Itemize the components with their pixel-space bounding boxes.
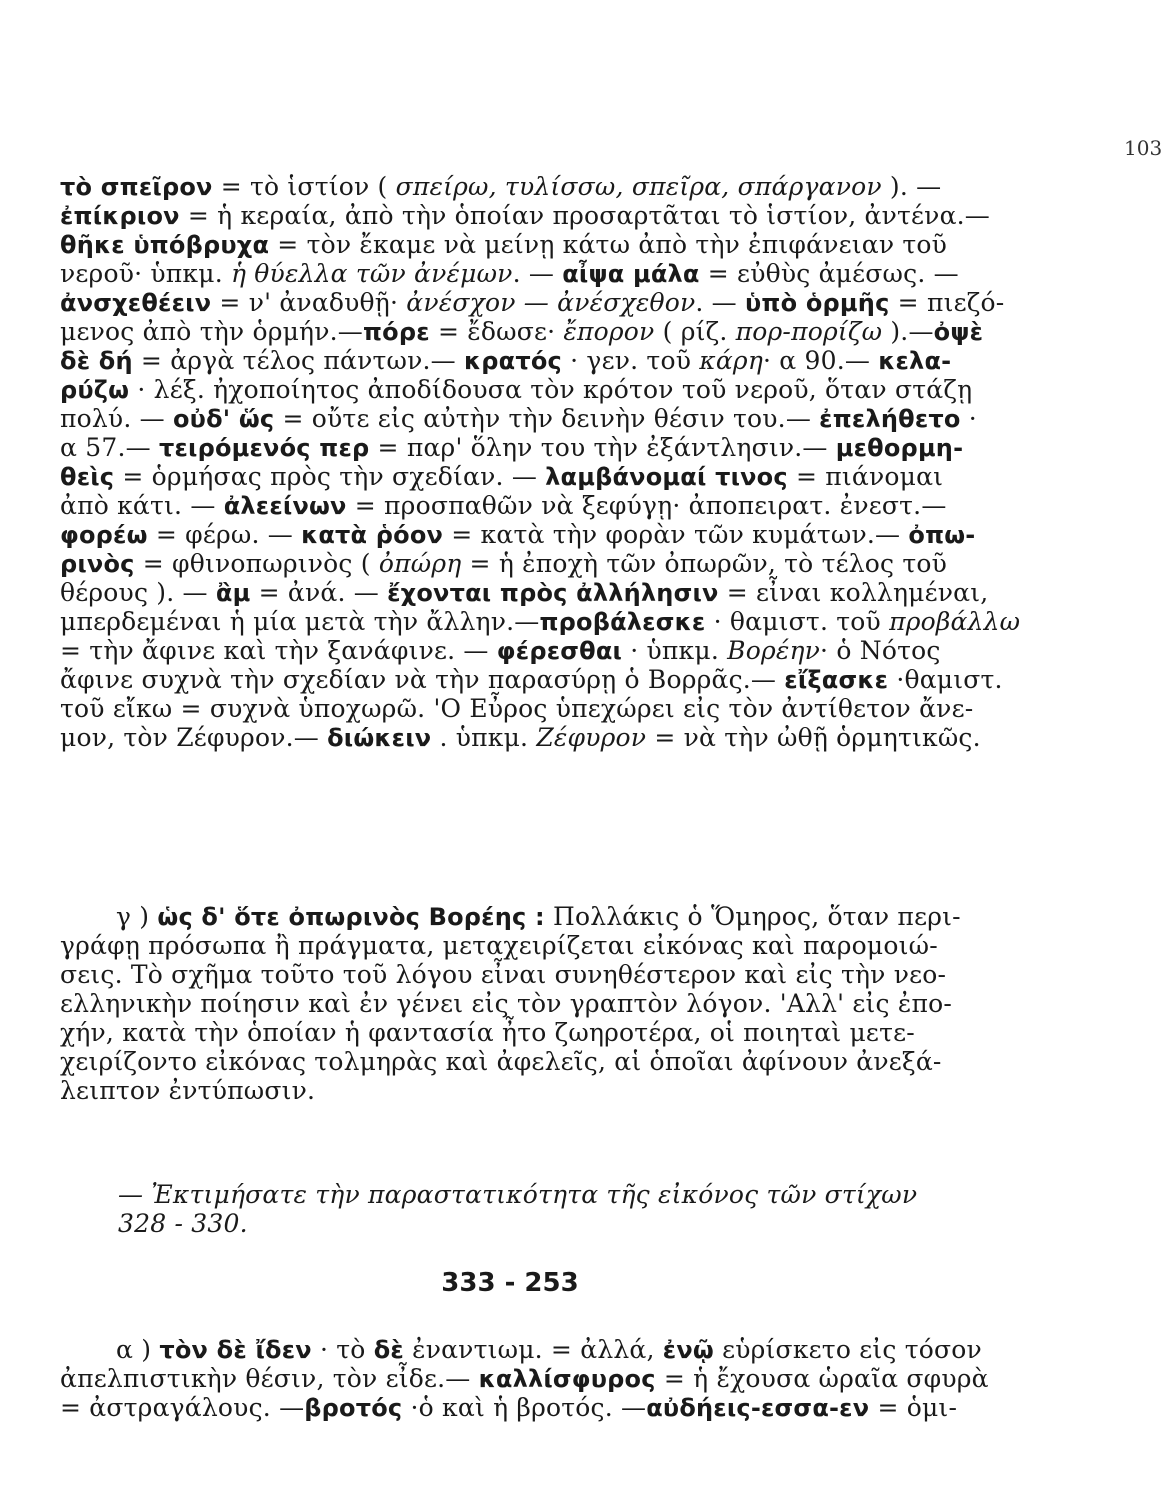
- headword: δὲ δή: [60, 347, 133, 375]
- text-line: [60, 201, 991, 230]
- text-run: = ἔδωσε·: [429, 317, 564, 346]
- text-run: = ἀνά. —: [250, 578, 388, 607]
- glossary-paragraph-a: [60, 1335, 989, 1422]
- headword: αἶψα μάλα: [562, 260, 700, 288]
- text-line: [60, 960, 975, 989]
- text-run: · θαμιστ. τοῦ: [705, 607, 890, 636]
- text-run: ἐναντιωμ. = ἀλλά,: [403, 1335, 663, 1364]
- headword: τὸν δὲ ἴδεν: [159, 1336, 312, 1364]
- italic-term: κάρη: [699, 346, 764, 375]
- text-run: = πιεζό-: [889, 288, 1005, 317]
- headword: φέρεσθαι: [496, 637, 623, 665]
- text-run: τοῦ εἴκω = συχνὰ ὑποχωρῶ. 'Ο Εὖρος ὑπεχώρει εἰς τὸν ἀντίθετον ἄνε-: [60, 694, 974, 723]
- headword: αὐδήεις-εσσα-εν: [646, 1394, 870, 1422]
- text-line: [60, 694, 975, 723]
- text-run: = νὰ τὴν ὠθῇ ὁρμητικῶς.: [646, 723, 981, 752]
- headword: ὑπὸ ὁρμῆς: [745, 289, 890, 317]
- headword: ἐπελήθετο: [819, 405, 961, 433]
- text-run: χειρίζοντο εἰκόνας τολμηρὰς καὶ ἀφελεῖς, αἱ ὁποῖαι ἀφίνουν ἀνεξά-: [60, 1047, 942, 1076]
- text-run: = φέρω. —: [147, 520, 302, 549]
- headword: κελα-: [878, 347, 952, 375]
- text-run: = ἀστραγάλους. —: [60, 1393, 305, 1422]
- text-run: 328 - 330.: [118, 1209, 248, 1238]
- text-run: = ἡ ἐποχὴ τῶν ὀπωρῶν, τὸ τέλος τοῦ: [461, 549, 948, 578]
- headword: προβάλεσκε: [539, 608, 706, 636]
- text-line: [60, 549, 975, 578]
- text-run: ).—: [882, 317, 934, 346]
- headword: ὀπω-: [908, 521, 976, 549]
- text-run: = παρ' ὅλην του τὴν ἐξάντλησιν.—: [369, 433, 836, 462]
- headword: οὐδ' ὥς: [172, 405, 275, 433]
- italic-term: ἀνέσχον — ἀνέσχεθον: [406, 288, 696, 317]
- text-line: [60, 288, 1005, 317]
- text-run: = εὐθὺς ἀμέσως. —: [699, 259, 959, 288]
- headword: ἐνῷ: [662, 1336, 714, 1364]
- text-run: = προσπαθῶν νὰ ξεφύγῃ· ἀποπειρατ. ἐνεστ.—: [346, 491, 947, 520]
- text-line: [60, 375, 975, 404]
- headword: διώκειν: [327, 724, 432, 752]
- text-line: [60, 1364, 989, 1393]
- text-run: — Ἐκτιμήσατε τὴν παραστατικότητα τῆς εἰκόνος τῶν στίχων: [118, 1180, 918, 1209]
- italic-term: ἡ θύελλα τῶν ἀνέμων: [230, 259, 513, 288]
- text-line: [60, 1076, 975, 1105]
- italic-term: σπείρω, τυλίσσω, σπεῖρα, σπάργανον: [395, 172, 882, 201]
- italic-term: ἔπορον: [563, 317, 655, 346]
- text-run: χήν, κατὰ τὴν ὁποίαν ἡ φαντασία ἦτο ζωηροτέρα, οἱ ποιηταὶ μετε-: [60, 1018, 915, 1047]
- text-line: [60, 172, 975, 201]
- text-line: [60, 607, 1021, 636]
- text-run: ·: [960, 404, 977, 433]
- text-line: [60, 462, 975, 491]
- text-line: [60, 317, 984, 346]
- text-run: · ὑπκμ.: [622, 636, 728, 665]
- text-run: = ὁμι-: [869, 1393, 958, 1422]
- headword: ἂμ: [215, 579, 251, 607]
- italic-term: πορ-πορίζω: [735, 317, 883, 346]
- headword: ρινὸς: [60, 550, 135, 578]
- text-run: μον, τὸν Ζέφυρον.—: [60, 723, 328, 752]
- headword: ἀνσχεθέειν: [60, 289, 212, 317]
- text-run: ἄφινε συχνὰ τὴν σχεδίαν νὰ τὴν παρασύρῃ ὁ Βορρᾶς.—: [60, 665, 785, 694]
- text-line: [60, 1180, 975, 1209]
- headword: κρατός: [464, 347, 562, 375]
- text-line: [60, 491, 975, 520]
- headword: θεὶς: [60, 463, 115, 491]
- commentary-paragraph-c: [60, 902, 975, 1105]
- text-run: α 57.—: [60, 433, 159, 462]
- text-run: πολύ. —: [60, 404, 173, 433]
- headword: ὀψὲ: [933, 318, 984, 346]
- headword: ὡς δ' ὅτε ὀπωρινὸς Βορέης :: [157, 903, 545, 931]
- text-run: = ὁρμήσας πρὸς τὴν σχεδίαν. —: [114, 462, 546, 491]
- text-line: [60, 1335, 982, 1364]
- text-run: = πιάνομαι: [787, 462, 944, 491]
- text-line: [60, 259, 975, 288]
- text-run: . ὑπκμ.: [431, 723, 537, 752]
- text-run: γ ): [116, 902, 158, 931]
- text-run: ἀπὸ κάτι. —: [60, 491, 224, 520]
- text-run: = οὔτε εἰς αὐτὴν τὴν δεινὴν θέσιν του.—: [274, 404, 820, 433]
- text-line: [60, 723, 981, 752]
- text-run: · γεν. τοῦ: [561, 346, 700, 375]
- section-heading: 333 - 253: [441, 1268, 579, 1298]
- text-line: [60, 636, 975, 665]
- text-run: Πολλάκις ὁ Ὅμηρος, ὅταν περι-: [544, 902, 961, 931]
- headword: καλλίσφυρος: [478, 1365, 656, 1393]
- text-run: = κατὰ τὴν φορὰν τῶν κυμάτων.—: [443, 520, 909, 549]
- headword: ρύζω: [60, 376, 130, 404]
- text-line: [60, 989, 975, 1018]
- text-run: = ἡ ἔχουσα ὡραῖα σφυρὰ: [655, 1364, 989, 1393]
- text-line: [60, 433, 975, 462]
- text-line: [60, 404, 975, 433]
- text-line: [60, 520, 975, 549]
- headword: θῆκε ὑπόβρυχα: [60, 231, 270, 259]
- headword: πόρε: [362, 318, 430, 346]
- headword: κατὰ ῥόον: [301, 521, 444, 549]
- italic-term: προβάλλω: [889, 607, 1021, 636]
- glossary-notes: [60, 172, 1021, 752]
- text-run: ( ρίζ.: [654, 317, 736, 346]
- text-line: [60, 578, 989, 607]
- text-line: [60, 931, 975, 960]
- text-run: σεις. Τὸ σχῆμα τοῦτο τοῦ λόγου εἶναι συνηθέστερον καὶ εἰς τὴν νεο-: [60, 960, 947, 989]
- text-run: = ἡ κεραία, ἀπὸ τὴν ὁποίαν προσαρτᾶται τὸ ἱστίον, ἀντένα.—: [179, 201, 991, 230]
- headword: βροτός: [304, 1394, 403, 1422]
- text-line: [60, 1393, 975, 1422]
- text-run: θέρους ). —: [60, 578, 216, 607]
- headword: ἔχονται πρὸς ἀλλήλησιν: [387, 579, 719, 607]
- headword: ἀλεείνων: [223, 492, 347, 520]
- text-run: = τὴν ἄφινε καὶ τὴν ξανάφινε. —: [60, 636, 497, 665]
- text-run: = τὸ ἱστίον (: [212, 172, 396, 201]
- text-run: εὑρίσκετο εἰς τόσον: [713, 1335, 982, 1364]
- italic-term: Ζέφυρον: [536, 723, 647, 752]
- text-line: [60, 665, 1003, 694]
- text-run: = φθινοπωρινὸς (: [134, 549, 379, 578]
- text-line: [60, 902, 975, 931]
- italic-term: Βορέην: [727, 636, 821, 665]
- text-line: [60, 230, 975, 259]
- headword: τειρόμενός περ: [158, 434, 370, 462]
- page-number: 103: [1124, 136, 1162, 160]
- exercise-question: [60, 1180, 975, 1238]
- headword: λαμβάνομαί τινος: [545, 463, 788, 491]
- text-run: μενος ἀπὸ τὴν ὁρμήν.—: [60, 317, 363, 346]
- headword: δὲ: [373, 1336, 404, 1364]
- headword: τὸ σπεῖρον: [60, 173, 213, 201]
- text-run: λειπτον ἐντύπωσιν.: [60, 1076, 316, 1105]
- text-run: = ἀργὰ τέλος πάντων.—: [132, 346, 465, 375]
- text-run: μπερδεμέναι ἡ μία μετὰ τὴν ἄλλην.—: [60, 607, 540, 636]
- text-run: ·θαμιστ.: [888, 665, 1003, 694]
- headword: φορέω: [60, 521, 148, 549]
- text-run: · λέξ. ἠχοποίητος ἀποδίδουσα τὸν κρότον τοῦ νεροῦ, ὅταν στάζῃ: [129, 375, 973, 404]
- text-run: γράφῃ πρόσωπα ἢ πράγματα, μεταχειρίζεται εἰκόνας καὶ παρομοιώ-: [60, 931, 938, 960]
- headword: ἐπίκριον: [60, 202, 180, 230]
- headword: εἴξασκε: [784, 666, 889, 694]
- text-run: = ν' ἀναδυθῇ·: [211, 288, 407, 317]
- italic-term: ὀπώρη: [378, 549, 462, 578]
- text-run: · ὁ Νότος: [820, 636, 941, 665]
- text-line: [60, 1047, 975, 1076]
- text-line: [60, 346, 975, 375]
- headword: μεθορμη-: [835, 434, 964, 462]
- text-run: = εἶναι κολλημέναι,: [718, 578, 989, 607]
- text-run: νεροῦ· ὑπκμ.: [60, 259, 231, 288]
- text-run: ·ὁ καὶ ἡ βροτός. —: [402, 1393, 647, 1422]
- text-line: [60, 1209, 975, 1238]
- text-run: ἀπελπιστικὴν θέσιν, τὸν εἶδε.—: [60, 1364, 479, 1393]
- text-run: α ): [116, 1335, 160, 1364]
- text-run: . —: [695, 288, 746, 317]
- text-run: = τὸν ἔκαμε νὰ μείνῃ κάτω ἀπὸ τὴν ἐπιφάνειαν τοῦ: [269, 230, 948, 259]
- text-run: ). —: [881, 172, 942, 201]
- text-line: [60, 1018, 975, 1047]
- text-run: ελληνικὴν ποίησιν καὶ ἐν γένει εἰς τὸν γραπτὸν λόγον. 'Αλλ' εἰς ἐπο-: [60, 989, 953, 1018]
- text-run: · α 90.—: [763, 346, 879, 375]
- text-run: · τὸ: [311, 1335, 374, 1364]
- text-run: . —: [512, 259, 563, 288]
